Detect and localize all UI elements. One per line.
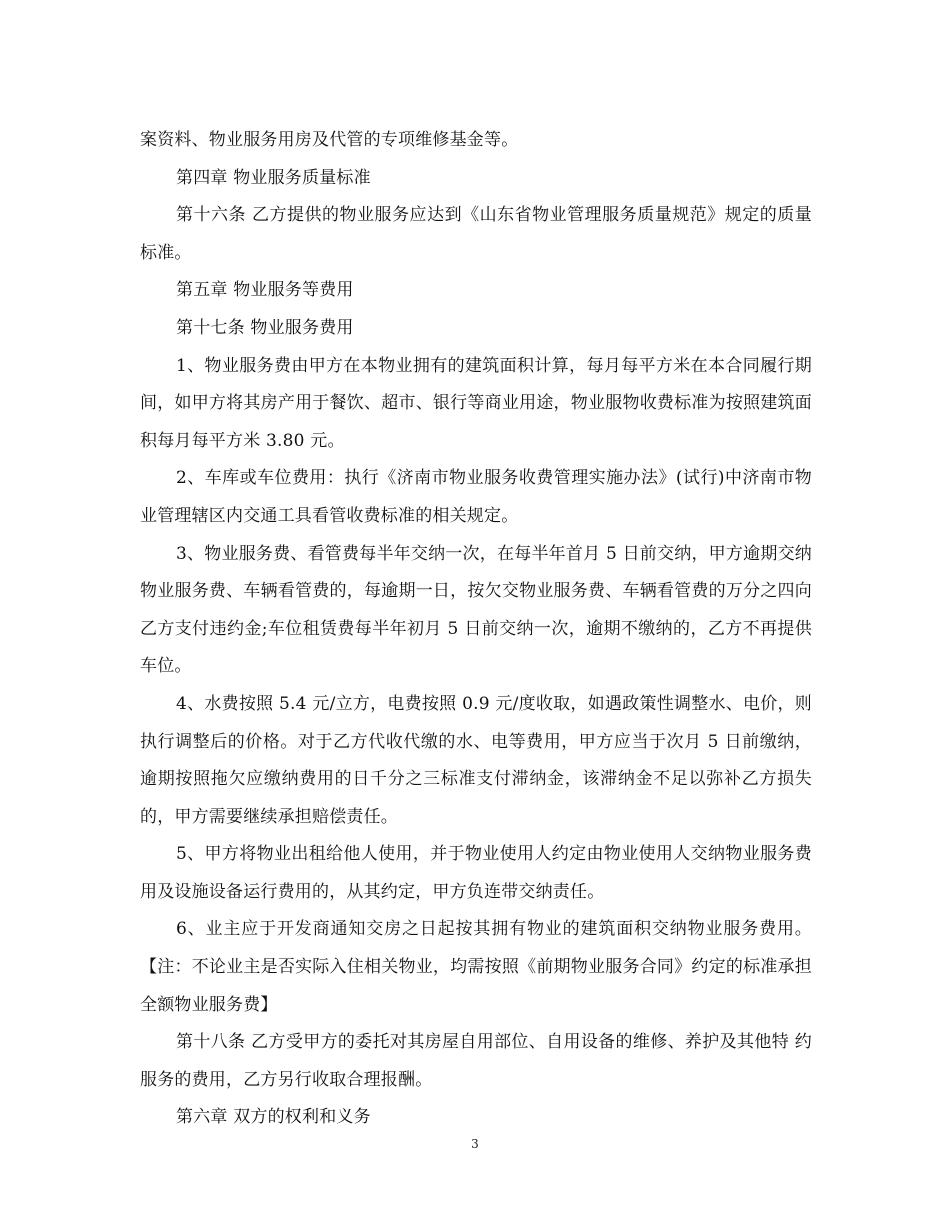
article-17-item-2: 2、车库或车位费用：执行《济南市物业服务收费管理实施办法》(试行)中济南市物业管理辖区内交通工具看管收费标准的相关规定。 bbox=[140, 468, 812, 526]
document-body bbox=[140, 122, 812, 1137]
article-17-item-4: 4、水费按照 5.4 元/立方，电费按照 0.9 元/度收取，如遇政策性调整水、电价，则执行调整后的价格。对于乙方代收代缴的水、电等费用，甲方应当于次月 5 日前缴纳，逾期按照拖欠应缴纳费用的日千分之三标准支付滞纳金，该滞纳金不足以弥补乙方损失的，甲方需要继续承担赔偿责任。 bbox=[140, 693, 812, 827]
article-17-heading: 第十七条 物业服务费用 bbox=[176, 317, 354, 338]
paragraph-continuation: 案资料、物业服务用房及代管的专项维修基金等。 bbox=[140, 130, 519, 150]
chapter-heading-4: 第四章 物业服务质量标准 bbox=[176, 167, 371, 188]
article-17-item-6: 6、业主应于开发商通知交房之日起按其拥有物业的建筑面积交纳物业服务费用。【注：不论业主是否实际入住相关物业，均需按照《前期物业服务合同》约定的标准承担全额物业服务费】 bbox=[140, 919, 812, 1015]
article-17-item-1: 1、物业服务费由甲方在本物业拥有的建筑面积计算，每月每平方米在本合同履行期间，如甲方将其房产用于餐饮、超市、银行等商业用途，物业服物收费标准为按照建筑面积每月每平方米 3.80 元。 bbox=[140, 355, 812, 451]
article-18: 第十八条 乙方受甲方的委托对其房屋自用部位、自用设备的维修、养护及其他特 约服务的费用，乙方另行收取合理报酬。 bbox=[140, 1032, 812, 1090]
chapter-heading-6: 第六章 双方的权利和义务 bbox=[176, 1107, 371, 1128]
article-17-item-5: 5、甲方将物业出租给他人使用，并于物业使用人约定由物业使用人交纳物业服务费用及设施设备运行费用的，从其约定，甲方负连带交纳责任。 bbox=[140, 844, 812, 902]
page-number: 3 bbox=[471, 1137, 479, 1151]
article-17-item-3: 3、物业服务费、看管费每半年交纳一次，在每半年首月 5 日前交纳，甲方逾期交纳物业服务费、车辆看管费的，每逾期一日，按欠交物业服务费、车辆看管费的万分之四向乙方支付违约金;车位租赁费每半年初月 5 日前交纳一次，逾期不缴纳的，乙方不再提供车位。 bbox=[140, 543, 812, 677]
article-16: 第十六条 乙方提供的物业服务应达到《山东省物业管理服务质量规范》规定的质量标准。 bbox=[140, 205, 812, 263]
chapter-heading-5: 第五章 物业服务等费用 bbox=[176, 280, 354, 301]
